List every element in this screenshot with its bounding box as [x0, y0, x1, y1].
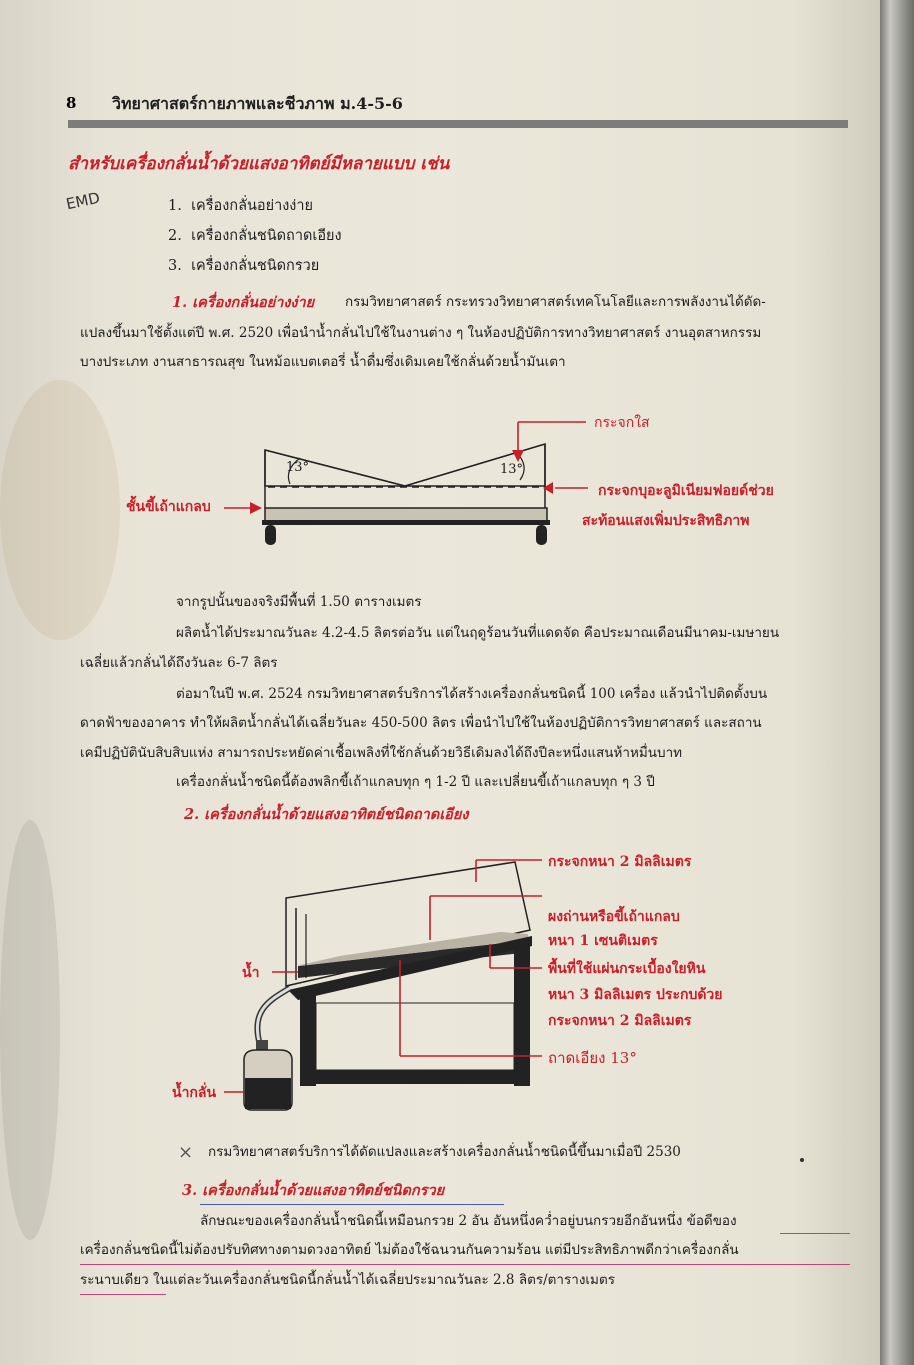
- after-fig1-line3: เฉลี่ยแล้วกลั่นได้ถึงวันละ 6-7 ลิตร: [80, 655, 278, 671]
- angle-right-label: 13°: [500, 462, 524, 477]
- pen-tick-mark: ⨯: [178, 1142, 194, 1163]
- section-heading: สำหรับเครื่องกลั่นน้ำด้วยแสงอาทิตย์มีหลายแบบ เช่น: [68, 154, 450, 174]
- cone-line1: ลักษณะของเครื่องกลั่นน้ำชนิดนี้เหมือนกรวย 2 อัน อันหนึ่งคว่ำอยู่บนกรวยอีกอันหนึ่ง ข้อดีของ: [200, 1213, 737, 1229]
- after-fig2-line1: กรมวิทยาศาสตร์บริการได้ดัดแปลงและสร้างเครื่องกลั่นน้ำชนิดนี้ขึ้นมาเมื่อปี 2530: [208, 1144, 681, 1160]
- book-spine-edge: [880, 0, 914, 1365]
- label-distilled-water: น้ำกลั่น: [172, 1085, 217, 1101]
- label-foil-line2: สะท้อนแสงเพิ่มประสิทธิภาพ: [582, 513, 750, 529]
- header-rule: [68, 120, 848, 128]
- label-tilted-tray: ถาดเอียง 13°: [548, 1049, 637, 1067]
- simple-heading: 1. เครื่องกลั่นอย่างง่าย: [172, 294, 315, 311]
- pen-underline-3: [80, 1294, 166, 1295]
- cone-line3: ระนาบเดียว ในแต่ละวันเครื่องกลั่นชนิดนี้กลั่นน้ำได้เฉลี่ยประมาณวันละ 2.8 ลิตร/ตารางเมตร: [80, 1272, 615, 1288]
- after-fig1-line1: จากรูปนั้นของจริงมีพื้นที่ 1.50 ตารางเมตร: [176, 594, 422, 610]
- cone-line2: เครื่องกลั่นชนิดนี้ไม่ต้องปรับทิศทางตามดวงอาทิตย์ ไม่ต้องใช้ฉนวนกันความร้อน แต่มีประสิทธิภาพดีกว่าเครื่องกลั่น: [80, 1242, 739, 1258]
- label-ash-powder-2: หนา 1 เซนติเมตร: [548, 933, 658, 949]
- type-item-3: 3. เครื่องกลั่นชนิดกรวย: [168, 258, 320, 274]
- simple-para-line1: กรมวิทยาศาสตร์ กระทรวงวิทยาศาสตร์เทคโนโลยีและการพลังงานได้ดัด-: [345, 294, 766, 310]
- tilted-tray-diagram: [0, 840, 880, 1130]
- simple-para-line2: แปลงขึ้นมาใช้ตั้งแต่ปี พ.ศ. 2520 เพื่อนำน้ำกลั่นไปใช้ในงานต่าง ๆ ในห้องปฏิบัติการทางวิทยาศาสตร์ งานอุตสาหกรรม: [80, 325, 762, 341]
- tilted-heading: 2. เครื่องกลั่นน้ำด้วยแสงอาทิตย์ชนิดถาดเอียง: [184, 806, 469, 823]
- pen-underline-2: [80, 1264, 850, 1265]
- pen-underline-1: [780, 1233, 850, 1234]
- simple-para-line3: บางประเภท งานสาธารณสุข ในหม้อแบตเตอรี่ น้ำดื่มซึ่งเดิมเคยใช้กลั่นด้วยน้ำมันเตา: [80, 354, 566, 370]
- label-clear-glass: กระจกใส: [594, 415, 650, 431]
- handwritten-note: EMD: [64, 188, 102, 214]
- label-glass-2mm: กระจกหนา 2 มิลลิเมตร: [548, 854, 692, 870]
- label-ash-layer: ชั้นขี้เถ้าแกลบ: [126, 499, 211, 515]
- label-floor-3: กระจกหนา 2 มิลลิเมตร: [548, 1013, 692, 1029]
- page-number: 8: [66, 94, 77, 112]
- angle-left-label: 13°: [286, 460, 310, 475]
- after-fig1-line2: ผลิตน้ำได้ประมาณวันละ 4.2-4.5 ลิตรต่อวัน แต่ในฤดูร้อนวันที่แดดจัด คือประมาณเดือนมีนาคม-เมษายน: [176, 625, 780, 641]
- cone-heading: 3. เครื่องกลั่นน้ำด้วยแสงอาทิตย์ชนิดกรวย: [182, 1182, 445, 1199]
- after-fig1-line5: ดาดฟ้าของอาคาร ทำให้ผลิตน้ำกลั่นได้เฉลี่ยวันละ 450-500 ลิตร เพื่อนำไปใช้ในห้องปฏิบัติการวิทยาศาสตร์ และสถาน: [80, 715, 762, 731]
- after-fig1-line4: ต่อมาในปี พ.ศ. 2524 กรมวิทยาศาสตร์บริการได้สร้างเครื่องกลั่นชนิดนี้ 100 เครื่อง แล้วนำไปติดตั้งบน: [176, 686, 768, 702]
- label-floor-1: พื้นที่ใช้แผ่นกระเบื้องใยหิน: [548, 961, 706, 977]
- running-header: วิทยาศาสตร์กายภาพและชีวภาพ ม.4-5-6: [112, 94, 403, 113]
- label-ash-powder-1: ผงถ่านหรือขี้เถ้าแกลบ: [548, 909, 680, 925]
- after-fig1-line7: เครื่องกลั่นน้ำชนิดนี้ต้องพลิกขี้เถ้าแกลบทุก ๆ 1-2 ปี และเปลี่ยนขี้เถ้าแกลบทุก ๆ 3 ปี: [176, 774, 655, 790]
- label-water: น้ำ: [242, 965, 260, 981]
- pen-underline-heading: [200, 1204, 504, 1205]
- after-fig1-line6: เคมีปฏิบัตินับสิบสิบแห่ง สามารถประหยัดค่าเชื้อเพลิงที่ใช้กลั่นด้วยวิธีเดิมลงได้ถึงปีละหนึ่งแสนห้าหมื่นบาท: [80, 745, 683, 761]
- label-foil-line1: กระจกบุอะลูมิเนียมฟอยด์ช่วย: [598, 483, 774, 499]
- type-item-2: 2. เครื่องกลั่นชนิดถาดเอียง: [168, 228, 342, 244]
- label-floor-2: หนา 3 มิลลิเมตร ประกบด้วย: [548, 987, 723, 1003]
- ink-dot: [800, 1158, 804, 1162]
- type-item-1: 1. เครื่องกลั่นอย่างง่าย: [168, 198, 314, 214]
